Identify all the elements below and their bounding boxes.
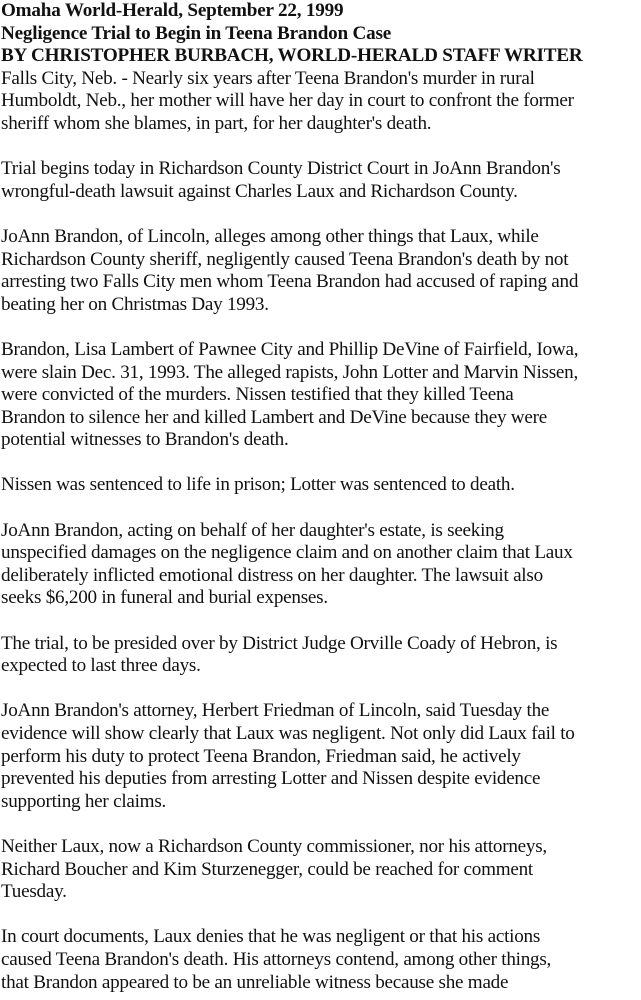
paragraph-spacer bbox=[1, 610, 641, 633]
byline: BY CHRISTOPHER BURBACH, WORLD-HERALD STAFF WRITER bbox=[1, 45, 583, 67]
paragraph-9 bbox=[1, 836, 641, 904]
paragraph-line: wrongful-death lawsuit against Charles Laux and Richardson County. bbox=[1, 180, 518, 202]
paragraph-line: arresting two Falls City men whom Teena Brandon had accused of raping and bbox=[1, 271, 579, 293]
paragraph-spacer bbox=[1, 452, 641, 475]
paragraph-spacer bbox=[1, 813, 641, 836]
paragraph-1 bbox=[1, 68, 641, 136]
paragraph-line: expected to last three days. bbox=[1, 655, 201, 677]
paragraph-8 bbox=[1, 700, 641, 813]
paragraph-line: prevented his deputies from arresting Lotter and Nissen despite evidence bbox=[1, 768, 541, 790]
paragraph-line: perform his duty to protect Teena Brandon, Friedman said, he actively bbox=[1, 745, 521, 767]
paragraph-line: deliberately inflicted emotional distress on her daughter. The lawsuit also bbox=[1, 564, 543, 586]
paragraph-line: beating her on Christmas Day 1993. bbox=[1, 293, 269, 315]
paragraph-line: Richard Boucher and Kim Sturzenegger, could be reached for comment bbox=[1, 858, 533, 880]
paragraph-line: evidence will show clearly that Laux was negligent. Not only did Laux fail to bbox=[1, 723, 575, 744]
paragraph-line: In court documents, Laux denies that he was negligent or that his actions bbox=[1, 926, 541, 948]
headline: Negligence Trial to Begin in Teena Brandon Case bbox=[1, 22, 392, 44]
paragraph-line: Tuesday. bbox=[1, 881, 67, 903]
paragraph-10 bbox=[1, 926, 641, 994]
paragraph-spacer bbox=[1, 203, 641, 226]
paragraph-line: that Brandon appeared to be an unreliable witness because she made bbox=[1, 971, 509, 993]
paragraph-spacer bbox=[1, 316, 641, 339]
paragraph-line: Nissen was sentenced to life in prison; Lotter was sentenced to death. bbox=[1, 474, 515, 496]
paragraph-line: supporting her claims. bbox=[1, 790, 167, 812]
paragraph-line: JoAnn Brandon, acting on behalf of her daughter's estate, is seeking bbox=[1, 519, 504, 541]
paragraph-spacer bbox=[1, 678, 641, 701]
source-line: Omaha World-Herald, September 22, 1999 bbox=[1, 0, 344, 21]
paragraph-line: Richardson County sheriff, negligently caused Teena Brandon's death by not bbox=[1, 248, 569, 270]
paragraph-6 bbox=[1, 520, 641, 610]
paragraph-4 bbox=[1, 339, 641, 452]
paragraph-line: Neither Laux, now a Richardson County commissioner, nor his attorneys, bbox=[1, 835, 547, 857]
paragraph-line: The trial, to be presided over by District Judge Orville Coady of Hebron, is bbox=[1, 632, 558, 654]
paragraph-line: Humboldt, Neb., her mother will have her day in court to confront the former bbox=[1, 90, 574, 112]
paragraph-line: JoAnn Brandon, of Lincoln, alleges among other things that Laux, while bbox=[1, 225, 539, 247]
paragraph-line: sheriff whom she blames, in part, for her daughter's death. bbox=[1, 112, 432, 134]
paragraph-line: were slain Dec. 31, 1993. The alleged rapists, John Lotter and Marvin Nissen, bbox=[1, 361, 578, 383]
paragraph-line: potential witnesses to Brandon's death. bbox=[1, 429, 289, 451]
paragraph-spacer bbox=[1, 904, 641, 927]
paragraph-line: Falls City, Neb. - Nearly six years after Teena Brandon's murder in rural bbox=[1, 67, 535, 89]
paragraph-line: Trial begins today in Richardson County District Court in JoAnn Brandon's bbox=[1, 158, 561, 180]
paragraph-3 bbox=[1, 226, 641, 316]
paragraph-line: Brandon, Lisa Lambert of Pawnee City and Phillip DeVine of Fairfield, Iowa, bbox=[1, 338, 579, 360]
paragraph-2 bbox=[1, 158, 641, 203]
paragraph-line: JoAnn Brandon's attorney, Herbert Friedman of Lincoln, said Tuesday the bbox=[1, 700, 550, 722]
paragraph-line: were convicted of the murders. Nissen testified that they killed Teena bbox=[1, 384, 514, 406]
paragraph-line: unspecified damages on the negligence claim and on another claim that Laux bbox=[1, 542, 573, 564]
paragraph-spacer bbox=[1, 136, 641, 159]
paragraph-5 bbox=[1, 474, 641, 497]
paragraph-7 bbox=[1, 633, 641, 678]
paragraph-line: caused Teena Brandon's death. His attorneys contend, among other things, bbox=[1, 948, 552, 970]
paragraph-line: Brandon to silence her and killed Lambert and DeVine because they were bbox=[1, 406, 547, 428]
paragraph-line: seeks $6,200 in funeral and burial expenses. bbox=[1, 587, 328, 609]
paragraph-spacer bbox=[1, 497, 641, 520]
